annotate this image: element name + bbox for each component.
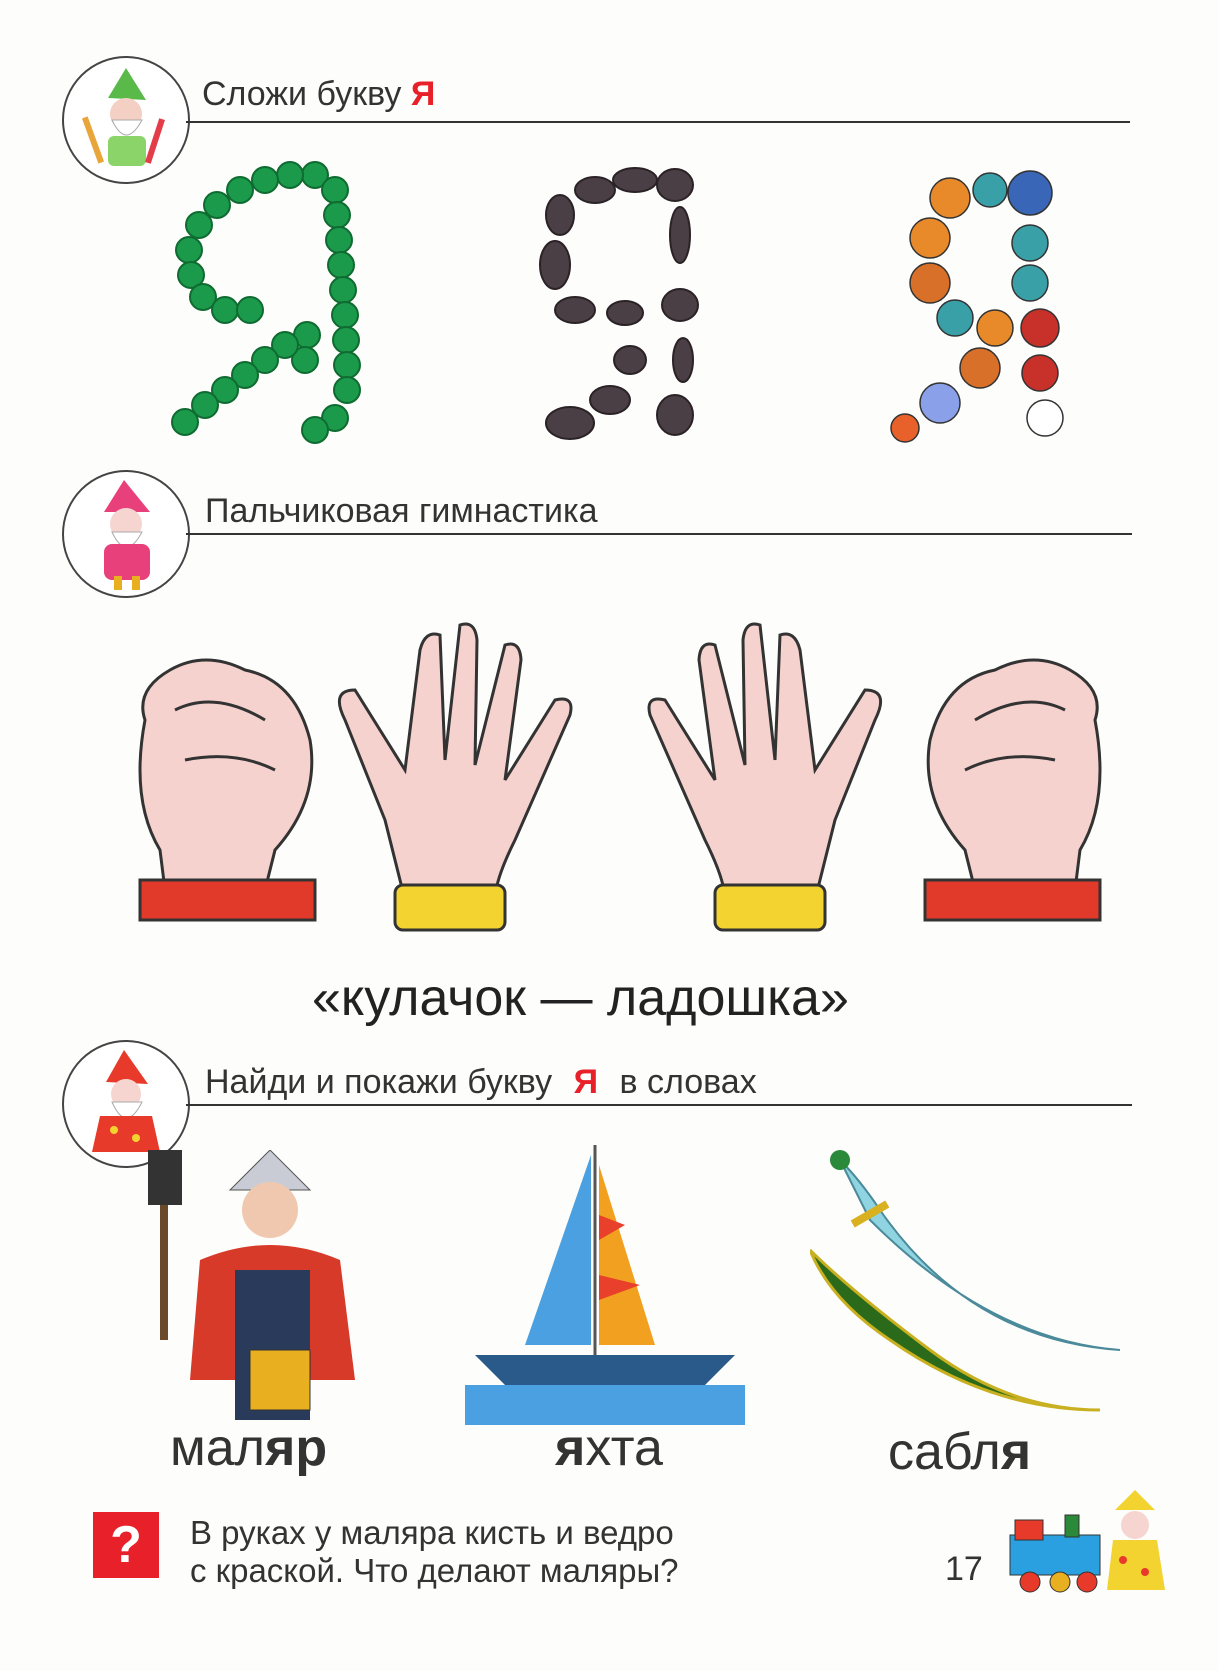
title-letter: Я	[573, 1063, 599, 1101]
divider-1	[186, 121, 1130, 123]
word-highlight: я	[1000, 1423, 1032, 1481]
word-part: сабл	[888, 1423, 1001, 1481]
gnome-avatar-3	[62, 1040, 190, 1168]
question-box	[93, 1512, 159, 1578]
buttons-letter-ya	[880, 168, 1080, 448]
section-title-compose-letter	[202, 75, 435, 114]
word-highlight: яр	[265, 1419, 328, 1477]
exercise-caption: «кулачок — ладошка»	[312, 969, 849, 1027]
question-line-2: с краской. Что делают маляры?	[190, 1552, 679, 1589]
saber-illustration	[810, 1150, 1130, 1420]
title-prefix: Сложи букву	[202, 75, 402, 113]
yacht-illustration	[465, 1145, 745, 1425]
title-letter: Я	[410, 75, 436, 113]
title-suffix: в словах	[619, 1063, 757, 1101]
painter-illustration	[140, 1150, 390, 1420]
fist-right	[915, 650, 1115, 930]
word-part: хта	[585, 1419, 663, 1477]
title-prefix: Найди и покажи букву	[205, 1063, 553, 1101]
train-gnome-decoration	[1005, 1490, 1175, 1600]
word-part: мал	[170, 1419, 266, 1477]
fist-left	[125, 650, 325, 930]
question-mark-icon: ?	[97, 1516, 155, 1574]
divider-3	[186, 1104, 1132, 1106]
palm-open-left	[325, 620, 585, 940]
section-title-finger-gymnastics: Пальчиковая гимнастика	[205, 492, 598, 530]
question-line-1: В руках у маляра кисть и ведро	[190, 1514, 674, 1551]
word-yacht	[555, 1418, 663, 1478]
palm-open-right	[635, 620, 895, 940]
beads-letter-ya	[165, 160, 380, 450]
divider-2	[186, 533, 1132, 535]
stones-letter-ya	[535, 165, 710, 450]
word-highlight: я	[555, 1419, 586, 1477]
question-text	[190, 1514, 679, 1590]
page-number: 17	[945, 1550, 983, 1588]
word-painter	[170, 1418, 327, 1478]
section-title-find-letter	[205, 1063, 757, 1102]
word-saber	[888, 1422, 1031, 1482]
gnome-avatar-2	[62, 470, 190, 598]
